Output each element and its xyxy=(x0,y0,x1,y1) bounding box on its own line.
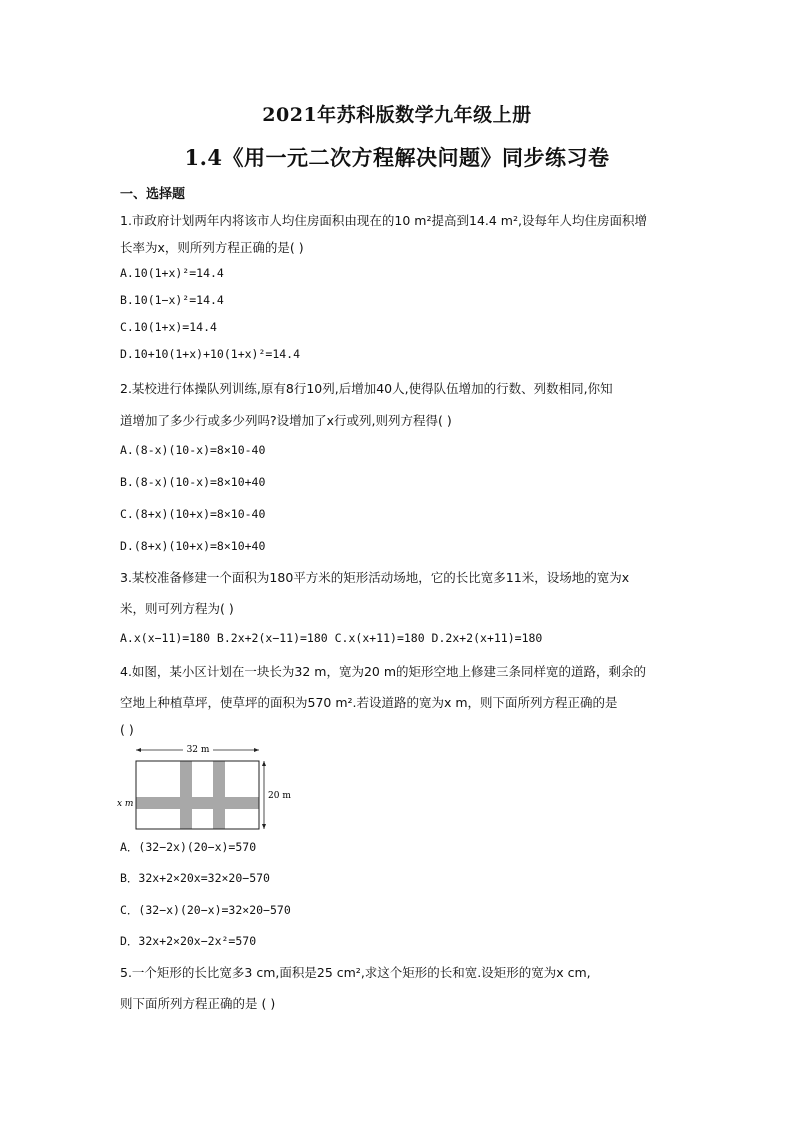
q4-stem-line1: 4.如图，某小区计划在一块长为32 m，宽为20 m的矩形空地上修建三条同样宽的道路，剩余的 xyxy=(120,664,647,679)
q3-options: A.x(x−11)=180 B.2x+2(x−11)=180 C.x(x+11)=180 D.2x+2(x+11)=180 xyxy=(120,631,543,645)
field-rectangle xyxy=(136,761,259,829)
q4-option-b: B．32x+2×20x=32×20−570 xyxy=(120,871,270,885)
vertical-road-right xyxy=(213,761,225,829)
q3-stem-line1: 3.某校准备修建一个面积为180平方米的矩形活动场地，它的长比宽多11米，设场地的宽为x xyxy=(120,570,630,585)
top-arrow-left xyxy=(136,748,141,752)
q2-option-b: B.(8-x)(10-x)=8×10+40 xyxy=(120,475,266,489)
q4-stem-line2: 空地上种植草坪，使草坪的面积为570 m².若设道路的宽为x m，则下面所列方程正确的是 xyxy=(120,695,618,710)
q5-stem-line2: 则下面所列方程正确的是 ( ) xyxy=(120,996,276,1011)
q3-stem-line2: 米，则可列方程为( ) xyxy=(120,601,234,616)
q1-stem-line1: 1.市政府计划两年内将该市人均住房面积由现在的10 m²提高到14.4 m²,设每年人均住房面积增 xyxy=(120,213,647,228)
q4-option-d: D．32x+2×20x−2x²=570 xyxy=(120,934,257,948)
document-subtitle: 1.4《用一元二次方程解决问题》同步练习卷 xyxy=(184,145,610,170)
road-width-label: x m xyxy=(117,799,134,809)
q1-option-a: A.10(1+x)²=14.4 xyxy=(120,266,224,280)
top-arrow-right xyxy=(254,748,259,752)
q1-option-c: C.10(1+x)=14.4 xyxy=(120,320,217,334)
horizontal-road xyxy=(136,797,259,809)
q2-stem-line1: 2.某校进行体操队列训练,原有8行10列,后增加40人,使得队伍增加的行数、列数相同,你知 xyxy=(120,381,613,396)
right-arrow-top xyxy=(262,761,266,766)
q4-road-diagram xyxy=(114,741,294,831)
q2-option-d: D.(8+x)(10+x)=8×10+40 xyxy=(120,539,266,553)
vertical-road-left xyxy=(180,761,192,829)
right-arrow-bottom xyxy=(262,824,266,829)
q1-option-d: D.10+10(1+x)+10(1+x)²=14.4 xyxy=(120,347,301,361)
document-title: 2021年苏科版数学九年级上册 xyxy=(262,104,532,126)
q2-option-c: C.(8+x)(10+x)=8×10-40 xyxy=(120,507,266,521)
q2-option-a: A.(8-x)(10-x)=8×10-40 xyxy=(120,443,266,457)
q5-stem-line1: 5.一个矩形的长比宽多3 cm,面积是25 cm²,求这个矩形的长和宽.设矩形的宽为x cm, xyxy=(120,965,591,980)
q1-stem-line2: 长率为x，则所列方程正确的是( ) xyxy=(120,240,304,255)
top-dimension-label: 32 m xyxy=(186,745,210,755)
q4-option-c: C．(32−x)(20−x)=32×20−570 xyxy=(120,903,291,917)
q2-stem-line2: 道增加了多少行或多少列吗?设增加了x行或列,则列方程得( ) xyxy=(120,413,452,428)
section-heading: 一、选择题 xyxy=(120,187,186,202)
q4-stem-line3: ( ) xyxy=(120,722,134,737)
q1-option-b: B.10(1−x)²=14.4 xyxy=(120,293,224,307)
right-dimension-label: 20 m xyxy=(268,791,291,801)
q4-option-a: A．(32−2x)(20−x)=570 xyxy=(120,840,257,854)
